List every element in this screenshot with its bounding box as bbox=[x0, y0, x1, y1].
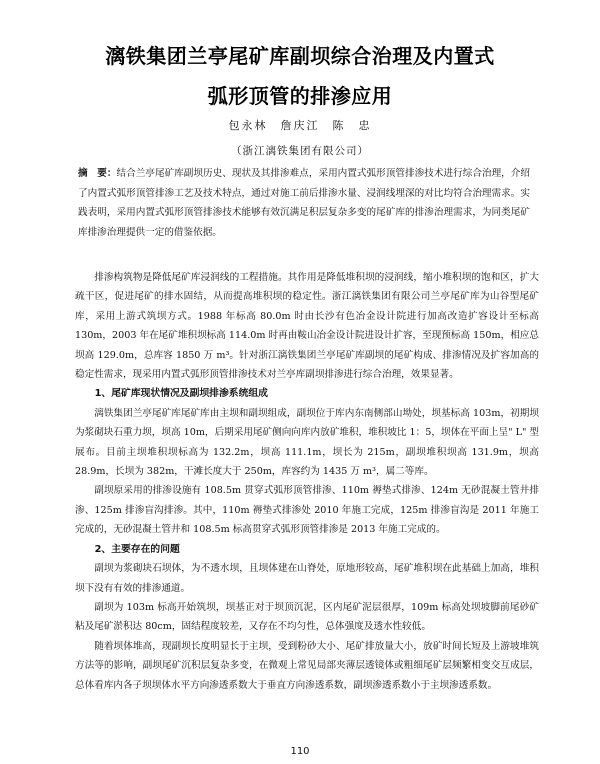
paragraph-problem-2: 副坝为 103m 标高开始筑坝，坝基正对于坝顶沉泥，区内尾矿泥层很厚，109m 标高处坝坡脚前尾砂矿粘及尾矿淤积达 80cm，固结程度较差，又存在不均匀性，总体强度及透水性较低。 bbox=[75, 601, 539, 633]
paper-authors: 包永林 詹庆江 陈 忠 bbox=[228, 119, 372, 132]
paper-affiliation: （浙江漓铁集团有限公司） bbox=[231, 145, 369, 157]
body-text bbox=[75, 268, 539, 695]
page-number: 110 bbox=[290, 746, 310, 757]
abstract bbox=[78, 164, 530, 242]
paper-title-line1: 漓铁集团兰亭尾矿库副坝综合治理及内置式 bbox=[105, 44, 495, 68]
paragraph-problem-1: 副坝为浆砌块石坝体，为不透水坝，且坝体建在山脊处，原地形较高，尾矿堆积坝在此基础上加高，堆积坝下没有有效的排渗通道。 bbox=[75, 563, 539, 594]
paragraph-status: 漓铁集团兰亭尾矿库尾矿库由主坝和副坝组成，副坝位于库内东南侧部山坳处，坝基标高 103m，初期坝为浆砌块石重力坝，坝高 10m，后期采用尾矿侧向向库内放矿堆积，堆积坡比 1：5，坝体在平面上呈" L" 型展布。目前主坝堆积坝标高为 132.2m，坝高 111.1m，坝长为 215m，副坝堆积坝高 131.9m，坝高 28.9m，长坝为 382m，干滩长度大于 250m，库容约为 1435 万 m³，属二等库。 bbox=[75, 407, 539, 478]
paragraph-intro: 排渗构筑物是降低尾矿库浸润线的工程措施。其作用是降低堆积坝的浸润线，缩小堆积坝的饱和区，扩大疏干区，促进尾矿的排水固结，从而提高堆积坝的稳定性。浙江漓铁集团有限公司兰亭尾矿库为山谷型尾矿库，采用上游式筑坝方式。1988 年标高 80.0m 时由长沙有色冶金设计院进行加高改造扩容设计至标高 130m，2003 年在尾矿堆积坝标高 114.0m 时再由鞍山冶金设计院进设计扩容，至现预标高 150m，相应总坝高 129.0m，总库容 1850 万 m³。针对浙江漓铁集团兰亭尾矿库副坝的尾矿构成、排渗情况及扩容加高的稳定性需求，现采用内置式弧形顶管排渗技术对兰亭库副坝排渗进行综合治理，效果显著。 bbox=[75, 272, 539, 381]
paragraph-problem-3: 随着坝体堆高，现副坝长度明显长于主坝，受到粉砂大小、尾矿排放量大小，放矿时间长短及上游坡堆筑方法等的影响，副坝尾矿沉积层复杂多变，在微观上常见局部夹薄层透镜体或粗细尾矿层频繁相变交互成层，总体看库内各子坝坝体水平方向渗透系数大于垂直方向渗透系数，副坝渗透系数小于主坝渗透系数。 bbox=[75, 640, 539, 691]
section-heading-1: 1、尾矿库现状情况及副坝排渗系统组成 bbox=[94, 388, 268, 400]
paragraph-facilities: 副坝原采用的排渗设施有 108.5m 贯穿式弧形顶管排渗、110m 褥垫式排渗、124m 无砂混凝土管井排渗、125m 排渗盲沟排渗。其中，110m 褥垫式排渗处 2010 年施工完成，125m 排渗盲沟是 2011 年施工完成的，无砂混凝土管井和 108.5m 标高贯穿式弧形顶管排渗是 2013 年施工完成的。 bbox=[75, 485, 539, 536]
paper-title-line2: 弧形顶管的排渗应用 bbox=[207, 84, 393, 108]
abstract-text: 结合兰亭尾矿库副坝历史、现状及其排渗难点，采用内置式弧形顶管排渗技术进行综合治理，介绍了内置式弧形顶管排渗工艺及技术特点，通过对施工前后排渗水量、浸润线埋深的对比均符合治理需求。实践表明，采用内置式弧形顶管排渗技术能够有效沉满足积层复杂多变的尾矿库的排渗治理需求，为同类尾矿库排渗治理提供一定的借鉴依据。 bbox=[78, 168, 531, 238]
abstract-label: 摘 要： bbox=[78, 168, 117, 179]
section-heading-2: 2、主要存在的问题 bbox=[94, 543, 180, 555]
